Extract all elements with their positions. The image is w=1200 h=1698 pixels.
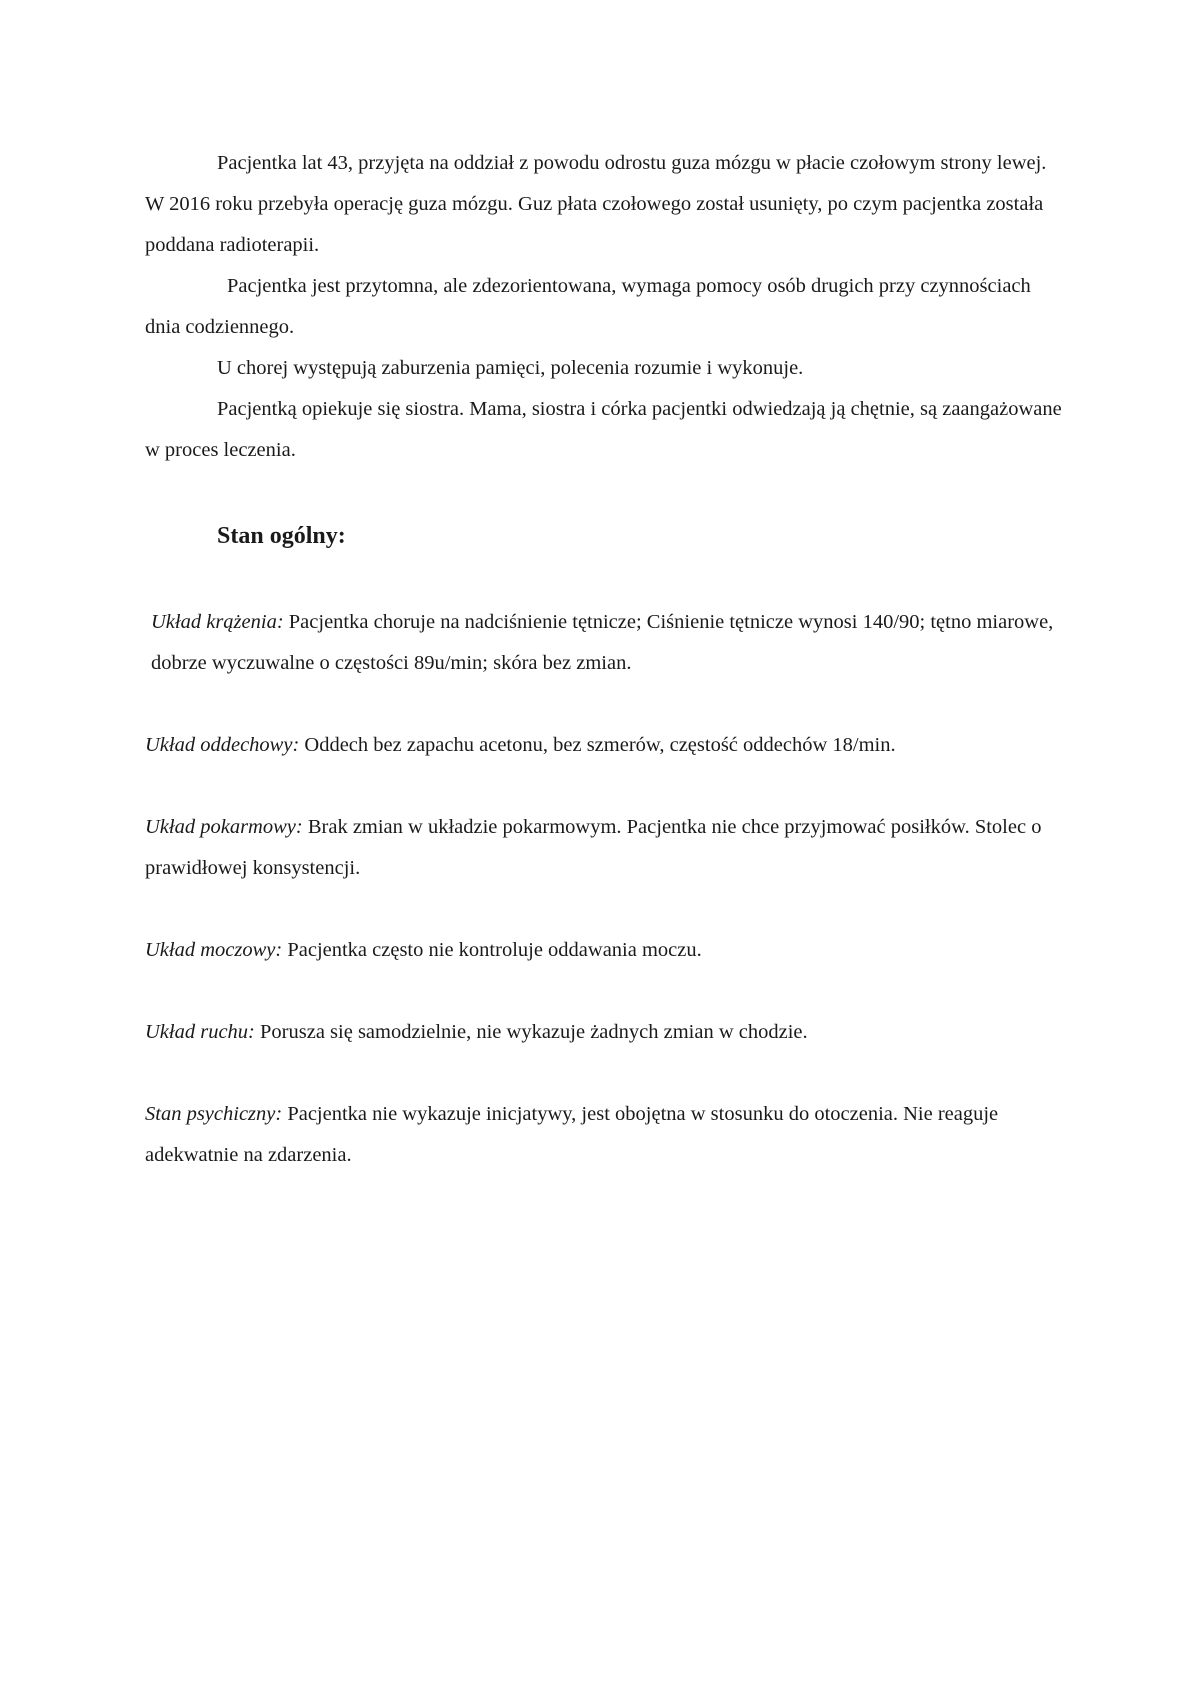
intro-paragraph-3: U chorej występują zaburzenia pamięci, polecenia rozumie i wykonuje. xyxy=(217,357,804,379)
section-text: Porusza się samodzielnie, nie wykazuje żadnych zmian w chodzie. xyxy=(254,1021,808,1043)
document-body xyxy=(145,143,1065,1176)
section-label: Układ moczowy: xyxy=(145,939,283,961)
section-label: Układ oddechowy: xyxy=(145,734,300,756)
section-locomotor xyxy=(145,1012,1065,1053)
section-mental-state xyxy=(145,1094,1065,1176)
section-label: Stan psychiczny: xyxy=(145,1103,283,1125)
section-urinary xyxy=(145,930,1065,971)
section-heading: Stan ogólny: xyxy=(217,523,346,549)
section-label: Układ krążenia: xyxy=(151,611,284,633)
section-text: Pacjentka nie wykazuje inicjatywy, jest obojętna w stosunku do otoczenia. Nie reaguje adekwatnie na zdarzenia. xyxy=(145,1103,999,1166)
section-text: Brak zmian w układzie pokarmowym. Pacjentka nie chce przyjmować posiłków. Stolec o prawidłowej konsystencji. xyxy=(145,816,1042,879)
section-respiratory xyxy=(145,725,1065,766)
section-label: Układ pokarmowy: xyxy=(145,816,303,838)
section-text: Oddech bez zapachu acetonu, bez szmerów, częstość oddechów 18/min. xyxy=(299,734,896,756)
intro-paragraph-2: Pacjentka jest przytomna, ale zdezorientowana, wymaga pomocy osób drugich przy czynnościach dnia codziennego. xyxy=(145,275,1031,338)
section-label: Układ ruchu: xyxy=(145,1021,255,1043)
intro-paragraph-4: Pacjentką opiekuje się siostra. Mama, siostra i córka pacjentki odwiedzają ją chętnie, są zaangażowane w proces leczenia. xyxy=(145,398,1062,461)
section-text: Pacjentka często nie kontroluje oddawania moczu. xyxy=(282,939,702,961)
intro-paragraph-1: Pacjentka lat 43, przyjęta na oddział z powodu odrostu guza mózgu w płacie czołowym strony lewej. W 2016 roku przebyła operację guza mózgu. Guz płata czołowego został usunięty, po czym pacjentka została poddana radioterapii. xyxy=(145,152,1047,256)
section-circulatory xyxy=(145,602,1065,684)
section-text: Pacjentka choruje na nadciśnienie tętnicze; Ciśnienie tętnicze wynosi 140/90; tętno miarowe, dobrze wyczuwalne o częstości 89u/min; skóra bez zmian. xyxy=(151,611,1054,674)
section-digestive xyxy=(145,807,1065,889)
